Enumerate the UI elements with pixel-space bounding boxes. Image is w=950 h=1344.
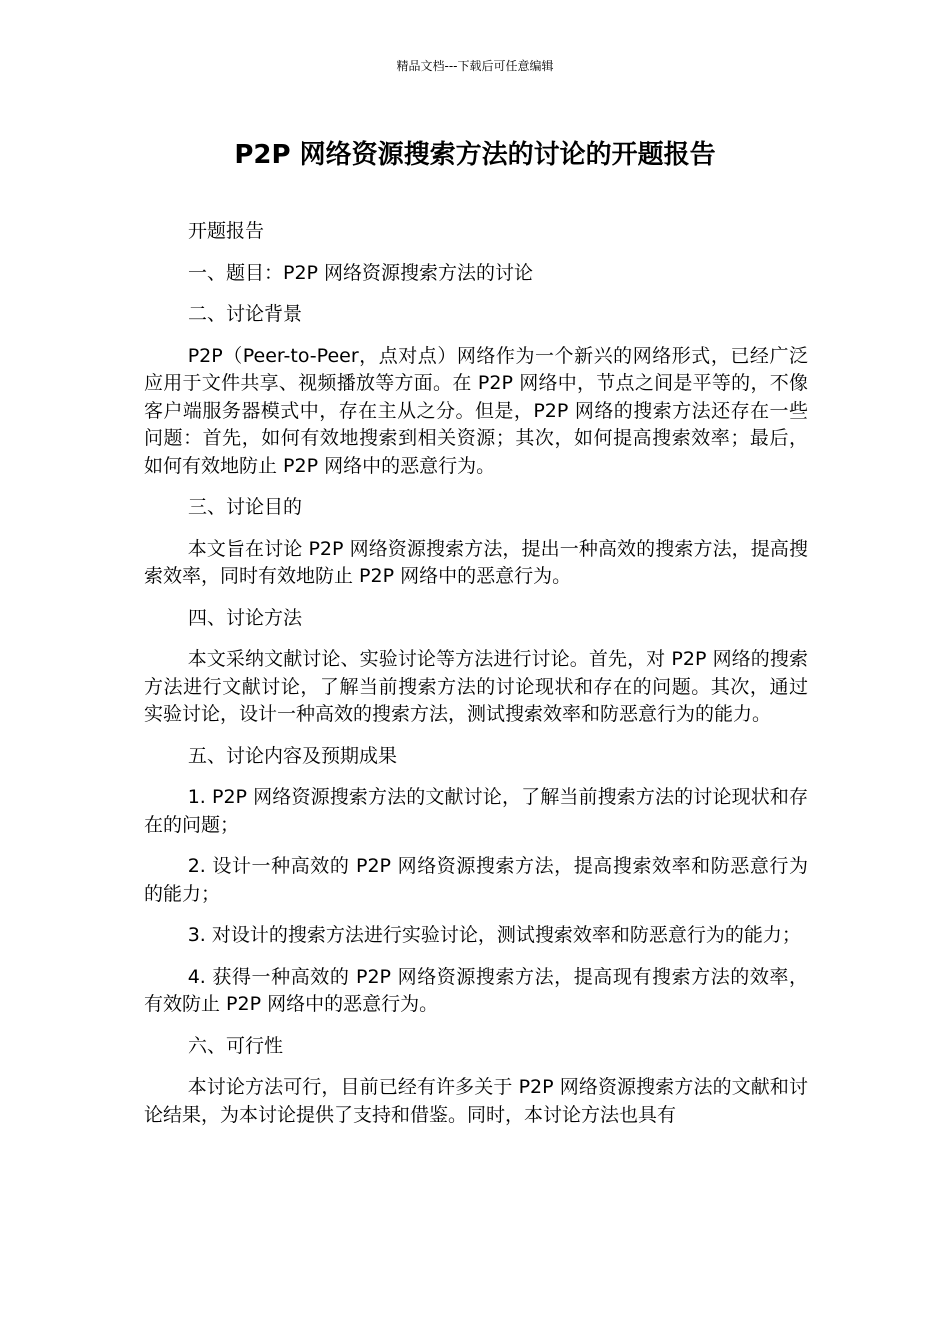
document-title: P2P 网络资源搜索方法的讨论的开题报告 xyxy=(234,140,716,170)
feasibility-heading: 六、可行性 xyxy=(188,1034,284,1057)
content-item: 4. 获得一种高效的 P2P 网络资源搜索方法，提高现有搜索方法的效率，有效防止 P2P 网络中的恶意行为。 xyxy=(144,965,808,1015)
feasibility-paragraph: 本讨论方法可行，目前已经有许多关于 P2P 网络资源搜索方法的文献和讨论结果，为本讨论提供了支持和借鉴。同时，本讨论方法也具有 xyxy=(144,1076,808,1126)
purpose-heading: 三、讨论目的 xyxy=(188,496,303,518)
content-item: 1. P2P 网络资源搜索方法的文献讨论，了解当前搜索方法的讨论现状和存在的问题； xyxy=(144,786,808,836)
purpose-paragraph: 本文旨在讨论 P2P 网络资源搜索方法，提出一种高效的搜索方法，提高搜索效率，同时有效地防止 P2P 网络中的恶意行为。 xyxy=(144,537,808,587)
document-body xyxy=(144,218,808,1143)
method-paragraph: 本文采纳文献讨论、实验讨论等方法进行讨论。首先，对 P2P 网络的搜索方法进行文献讨论，了解当前搜索方法的讨论现状和存在的问题。其次，通过实验讨论，设计一种高效的搜索方法，测试搜索效率和防恶意行为的能力。 xyxy=(144,648,808,725)
header-note: 精品文档---下载后可任意编辑 xyxy=(396,59,554,73)
background-paragraph: P2P（Peer-to-Peer，点对点）网络作为一个新兴的网络形式，已经广泛应用于文件共享、视频播放等方面。在 P2P 网络中，节点之间是平等的，不像客户端服务器模式中，存在主从之分。但是，P2P 网络的搜索方法还存在一些问题：首先，如何有效地搜索到相关资源；其次，如何提高搜索效率；最后，如何有效地防止 P2P 网络中的恶意行为。 xyxy=(144,344,808,477)
content-heading: 五、讨论内容及预期成果 xyxy=(188,744,398,767)
content-item: 3. 对设计的搜索方法进行实验讨论，测试搜索效率和防恶意行为的能力； xyxy=(187,924,801,946)
method-heading: 四、讨论方法 xyxy=(188,606,303,629)
section-label: 开题报告 xyxy=(188,220,265,242)
background-heading: 二、讨论背景 xyxy=(188,303,303,325)
content-item: 2. 设计一种高效的 P2P 网络资源搜索方法，提高搜索效率和防恶意行为的能力； xyxy=(144,855,808,905)
topic-line: 一、题目：P2P 网络资源搜索方法的讨论 xyxy=(188,261,534,284)
